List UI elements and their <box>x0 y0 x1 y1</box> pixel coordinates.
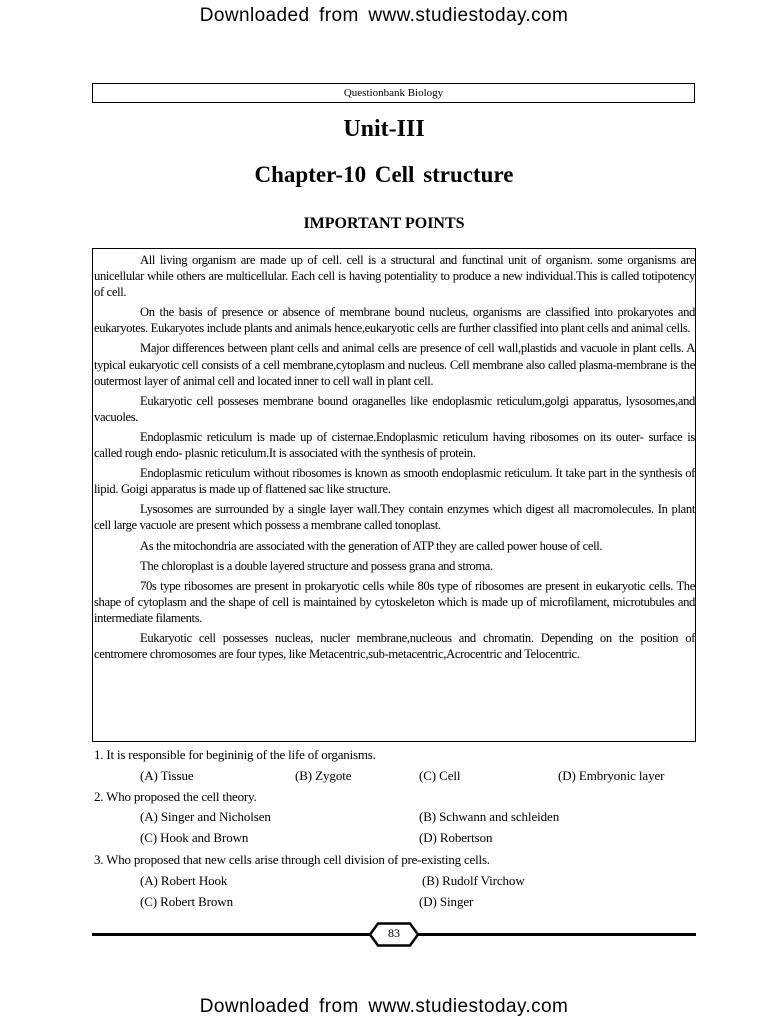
running-header: Questionbank Biology <box>92 83 695 103</box>
section-heading: IMPORTANT POINTS <box>303 215 465 232</box>
page-number-badge <box>368 922 420 947</box>
question-1-option-b: (B) Zygote <box>295 768 352 783</box>
point-paragraph: Endoplasmic reticulum without ribosomes is known as smooth endoplasmic reticulum. It take part in the synthesis of lipid. Goigi apparatus is made up of flattened sac like structure. <box>94 466 695 497</box>
question-1-option-c: (C) Cell <box>419 768 461 783</box>
unit-title: Unit-III <box>343 116 425 142</box>
question-1: 1. It is responsible for begininig of the life of organisms. <box>94 747 376 762</box>
footer-rule-right <box>414 933 696 936</box>
point-paragraph: Endoplasmic reticulum is made up of cisternae.Endoplasmic reticulum having ribosomes on its outer- surface is called rough endo- plasnic reticulum.It is associated with the synthesis of protein. <box>94 429 695 461</box>
point-paragraph: Eukaryotic cell posseses membrane bound oraganelles like endoplasmic reticulum,golgi apparatus, lysosomes,and vacuoles. <box>94 393 695 424</box>
point-paragraph: Eukaryotic cell possesses nucleas, nucler membrane,nucleous and chromatin. Depending on the position of centromere chromosomes are four types, like Metacentric,sub-metacentric,Acrocentric and Telocentric. <box>94 630 695 662</box>
point-paragraph: Lysosomes are surrounded by a single layer wall.They contain enzymes which digest all macromolecules. In plant cell large vacuole are present which possess a membrane called tonoplast. <box>94 502 695 533</box>
question-2-option-b: (B) Schwann and schleiden <box>419 809 560 824</box>
point-paragraph: On the basis of presence or absence of membrane bound nucleus, organisms are classified into prokaryotes and eukaryotes. Eukaryotes include plants and animals hence,eukaryotic cells are further classified into plant cells and animal cells. <box>94 305 695 336</box>
point-paragraph: The chloroplast is a double layered structure and possess grana and stroma. <box>140 558 493 573</box>
point-paragraph: Major differences between plant cells and animal cells are presence of cell wall,plastids and vacuole in plant cells. A typical eukaryotic cell consists of a cell membrane,cytoplasm and nucleus. Cell membrane also called plasma-membrane is the outermost layer of animal cell and located inner to cell wall in plant cell. <box>94 341 695 388</box>
important-points-box <box>92 248 696 742</box>
question-1-option-a: (A) Tissue <box>140 768 194 783</box>
question-3-option-b: (B) Rudolf Virchow <box>422 873 525 888</box>
question-1-option-d: (D) Embryonic layer <box>558 768 665 783</box>
question-3-option-d: (D) Singer <box>419 894 474 909</box>
footer-rule-left <box>92 933 372 936</box>
question-3-option-a: (A) Robert Hook <box>140 873 228 888</box>
watermark-bottom: Downloaded from www.studiestoday.com <box>199 996 569 1017</box>
page-number: 83 <box>388 926 400 940</box>
question-3: 3. Who proposed that new cells arise through cell division of pre-existing cells. <box>94 852 490 867</box>
point-paragraph: 70s type ribosomes are present in prokaryotic cells while 80s type of ribosomes are present in eukaryotic cells. The shape of cytoplasm and the shape of cell is maintained by cytoskeleton which is made up of microfilament, microtubules and intermediate filaments. <box>94 578 695 625</box>
question-3-option-c: (C) Robert Brown <box>140 894 233 909</box>
point-paragraph: As the mitochondria are associated with the generation of ATP they are called power house of cell. <box>140 538 603 553</box>
question-2-option-d: (D) Robertson <box>419 830 493 845</box>
question-2-option-a: (A) Singer and Nicholsen <box>140 809 271 824</box>
watermark-top: Downloaded from www.studiestoday.com <box>199 5 569 26</box>
chapter-title: Chapter-10 Cell structure <box>254 162 514 187</box>
point-paragraph: All living organism are made up of cell. cell is a structural and functinal unit of organism. some organisms are unicellular while others are multicellular. Each cell is having potentiality to produce a new individual.This is called totipotency of cell. <box>94 253 695 300</box>
question-2-option-c: (C) Hook and Brown <box>140 830 249 845</box>
question-2: 2. Who proposed the cell theory. <box>94 789 257 804</box>
